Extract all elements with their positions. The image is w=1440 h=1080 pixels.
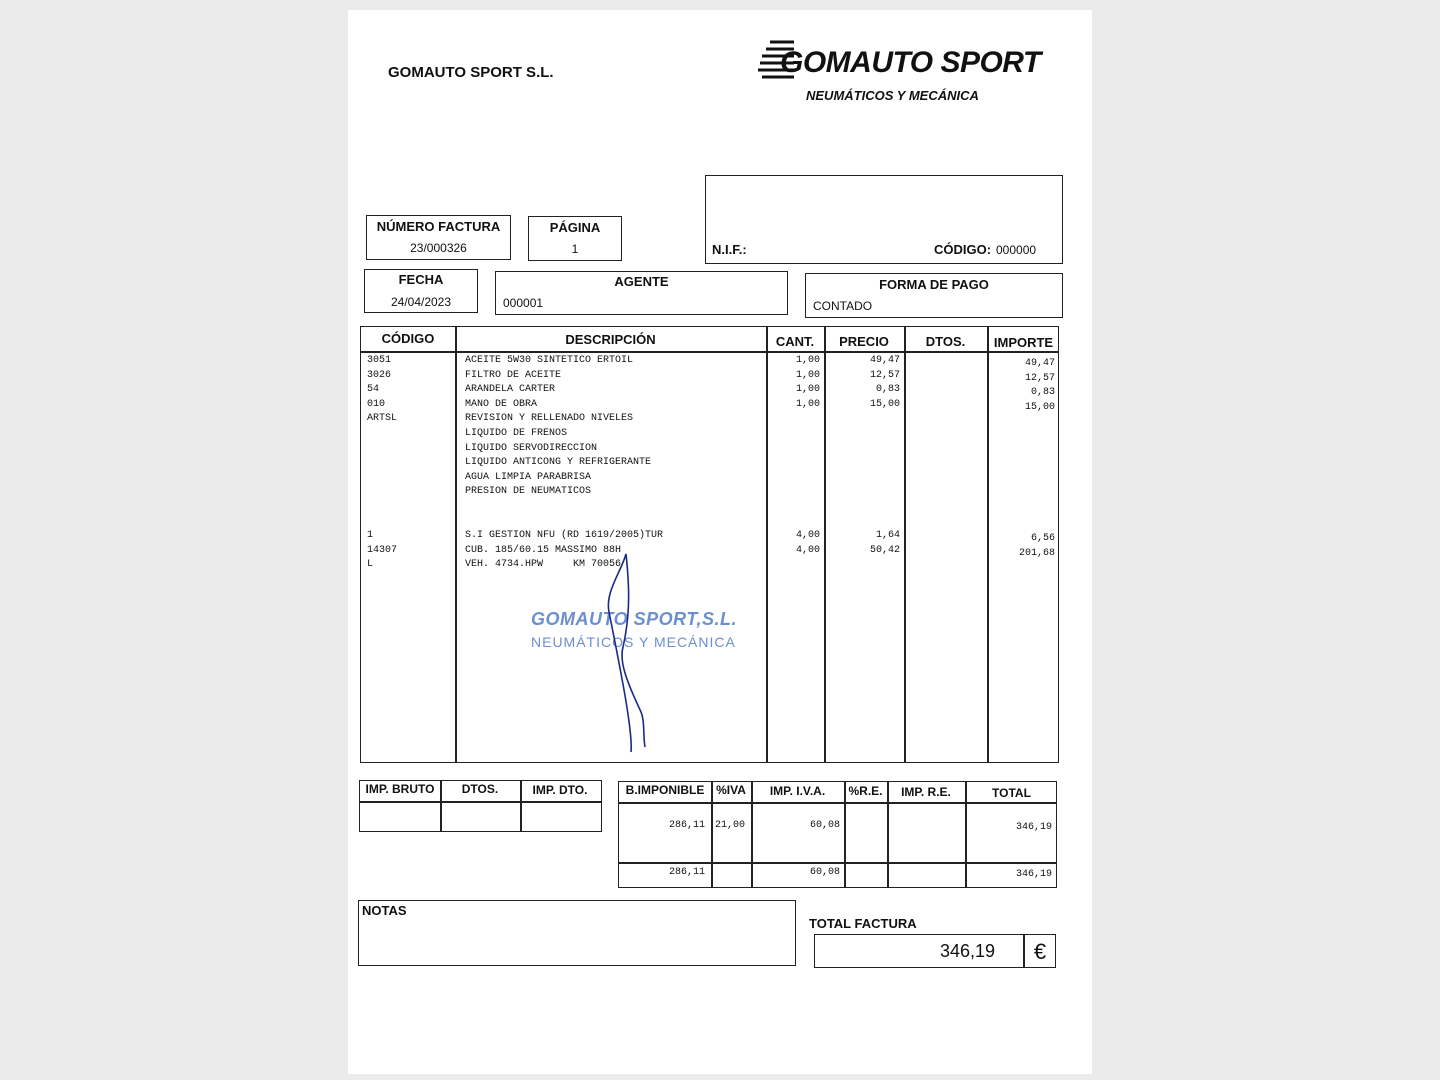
- total-factura-box: [814, 934, 1056, 968]
- cell-descripcion: CUB. 185/60.15 MASSIMO 88H: [465, 544, 622, 556]
- logo-subtitle: NEUMÁTICOS Y MECÁNICA: [806, 88, 979, 103]
- stamp-line2: NEUMÁTICOS Y MECÁNICA: [531, 634, 736, 650]
- cell-precio: 50,42: [869, 544, 900, 556]
- cell-precio: 0,83: [875, 384, 900, 396]
- table-row: [361, 399, 1058, 414]
- base-value: 286,11: [668, 820, 705, 831]
- fecha-label: FECHA: [398, 272, 444, 287]
- cell-importe: 201,68: [1018, 547, 1055, 559]
- imp-iva-label: IMP. I.V.A.: [769, 784, 826, 798]
- table-row: [361, 384, 1058, 399]
- cell-precio: 1,64: [875, 530, 900, 542]
- cell-codigo: 010: [367, 398, 386, 410]
- tax-table: [618, 781, 1057, 888]
- items-table: [360, 326, 1059, 763]
- imp-iva-total: 60,08: [809, 867, 840, 878]
- agente-box: [495, 271, 788, 315]
- cell-cant: 4,00: [795, 544, 820, 556]
- cell-cant: 1,00: [795, 355, 820, 366]
- pagina-label: PÁGINA: [549, 220, 601, 235]
- col-header-precio: PRECIO: [839, 334, 889, 349]
- discount-table: [359, 780, 602, 832]
- logo-text: GOMAUTO SPORT: [780, 46, 1041, 79]
- table-row: [361, 355, 1058, 370]
- imp-dto-label: IMP. DTO.: [532, 783, 588, 797]
- cell-importe: 12,57: [1024, 372, 1055, 384]
- base-total: 286,11: [668, 867, 705, 878]
- forma-pago-box: [805, 273, 1063, 318]
- col-header-importe: IMPORTE: [993, 335, 1054, 350]
- cell-descripcion: LIQUIDO ANTICONG Y REFRIGERANTE: [465, 457, 652, 469]
- agente-label: AGENTE: [614, 274, 669, 289]
- forma-pago-label: FORMA DE PAGO: [879, 277, 989, 292]
- table-row: [361, 559, 1058, 574]
- table-row: [361, 428, 1058, 443]
- cell-codigo: 3026: [367, 369, 392, 381]
- cell-precio: 15,00: [869, 398, 900, 410]
- total-value: 346,19: [1015, 822, 1052, 833]
- imp-re-label: IMP. R.E.: [901, 785, 951, 799]
- cell-descripcion: ARANDELA CARTER: [465, 384, 556, 396]
- numero-factura-box: [366, 215, 511, 260]
- table-row: [361, 443, 1058, 458]
- cell-cant: 1,00: [795, 369, 820, 381]
- invoice-sheet: [348, 10, 1092, 1074]
- cell-cant: 1,00: [795, 398, 820, 410]
- cell-descripcion: VEH. 4734.HPW KM 70056: [465, 559, 622, 571]
- table-row: [361, 545, 1058, 560]
- notes-box: [358, 900, 796, 966]
- table-row: [361, 472, 1058, 487]
- cell-codigo: ARTSL: [367, 413, 398, 425]
- total-factura-label: TOTAL FACTURA: [809, 916, 917, 931]
- fecha-value: 24/04/2023: [390, 295, 452, 309]
- agente-value: 000001: [503, 296, 544, 310]
- cell-descripcion: ACEITE 5W30 SINTETICO ERTOIL: [465, 355, 634, 366]
- forma-pago-value: CONTADO: [813, 299, 873, 313]
- cell-cant: 1,00: [795, 384, 820, 396]
- cell-importe: 49,47: [1024, 358, 1055, 369]
- cell-precio: 49,47: [869, 355, 900, 366]
- cell-descripcion: FILTRO DE ACEITE: [465, 369, 562, 381]
- pagina-value: 1: [571, 242, 579, 256]
- client-box: [705, 175, 1063, 264]
- codigo-value: 000000: [996, 243, 1037, 257]
- iva-pct-value: 21,00: [715, 820, 746, 831]
- fecha-box: [364, 269, 478, 313]
- cell-codigo: 1: [367, 530, 374, 542]
- total-factura-value: 346,19: [939, 941, 995, 961]
- numero-factura-label: NÚMERO FACTURA: [376, 219, 501, 234]
- cell-codigo: 14307: [367, 544, 398, 556]
- col-header-descripcion: DESCRIPCIÓN: [565, 332, 656, 347]
- codigo-label: CÓDIGO:: [934, 242, 992, 257]
- cell-importe: 0,83: [1030, 387, 1055, 399]
- table-row: [361, 486, 1058, 501]
- col-header-codigo: CÓDIGO: [381, 331, 435, 346]
- base-label: B.IMPONIBLE: [625, 783, 705, 797]
- imp-iva-value: 60,08: [809, 820, 840, 831]
- cell-codigo: 54: [367, 384, 380, 396]
- cell-descripcion: LIQUIDO DE FRENOS: [465, 428, 568, 439]
- cell-descripcion: PRESION DE NEUMATICOS: [465, 486, 592, 498]
- cell-precio: 12,57: [869, 369, 900, 381]
- notes-label: NOTAS: [362, 903, 407, 918]
- company-name: GOMAUTO SPORT S.L.: [388, 64, 554, 81]
- cell-importe: 6,56: [1030, 533, 1055, 545]
- iva-pct-label: %IVA: [716, 783, 746, 797]
- table-row: [361, 370, 1058, 385]
- pagina-box: [528, 216, 622, 261]
- col-header-dtos: DTOS.: [925, 334, 966, 349]
- cell-descripcion: LIQUIDO SERVODIRECCION: [465, 442, 598, 454]
- numero-factura-value: 23/000326: [410, 241, 467, 255]
- table-row: [361, 501, 1058, 516]
- cell-importe: 15,00: [1024, 401, 1055, 413]
- grand-total-value: 346,19: [1015, 869, 1052, 880]
- cell-cant: 4,00: [795, 530, 820, 542]
- cell-descripcion: S.I GESTION NFU (RD 1619/2005)TUR: [465, 530, 664, 542]
- total-label: TOTAL: [992, 786, 1031, 800]
- imp-bruto-label: IMP. BRUTO: [365, 782, 435, 796]
- cell-codigo: L: [367, 559, 374, 571]
- table-row: [361, 457, 1058, 472]
- company-logo: [756, 32, 1041, 112]
- cell-descripcion: REVISION Y RELLENADO NIVELES: [465, 413, 634, 425]
- cell-codigo: 3051: [367, 355, 392, 366]
- table-row: [361, 516, 1058, 531]
- cell-descripcion: AGUA LIMPIA PARABRISA: [465, 471, 592, 483]
- euro-icon: €: [1033, 939, 1047, 964]
- stamp-line1: GOMAUTO SPORT,S.L.: [531, 609, 738, 629]
- re-pct-label: %R.E.: [848, 784, 883, 798]
- table-row: [361, 530, 1058, 545]
- cell-descripcion: MANO DE OBRA: [465, 398, 538, 410]
- nif-label: N.I.F.:: [712, 242, 747, 257]
- table-row: [361, 413, 1058, 428]
- col-header-cant: CANT.: [775, 334, 815, 349]
- dtos-label: DTOS.: [461, 782, 499, 796]
- signature: [601, 552, 681, 762]
